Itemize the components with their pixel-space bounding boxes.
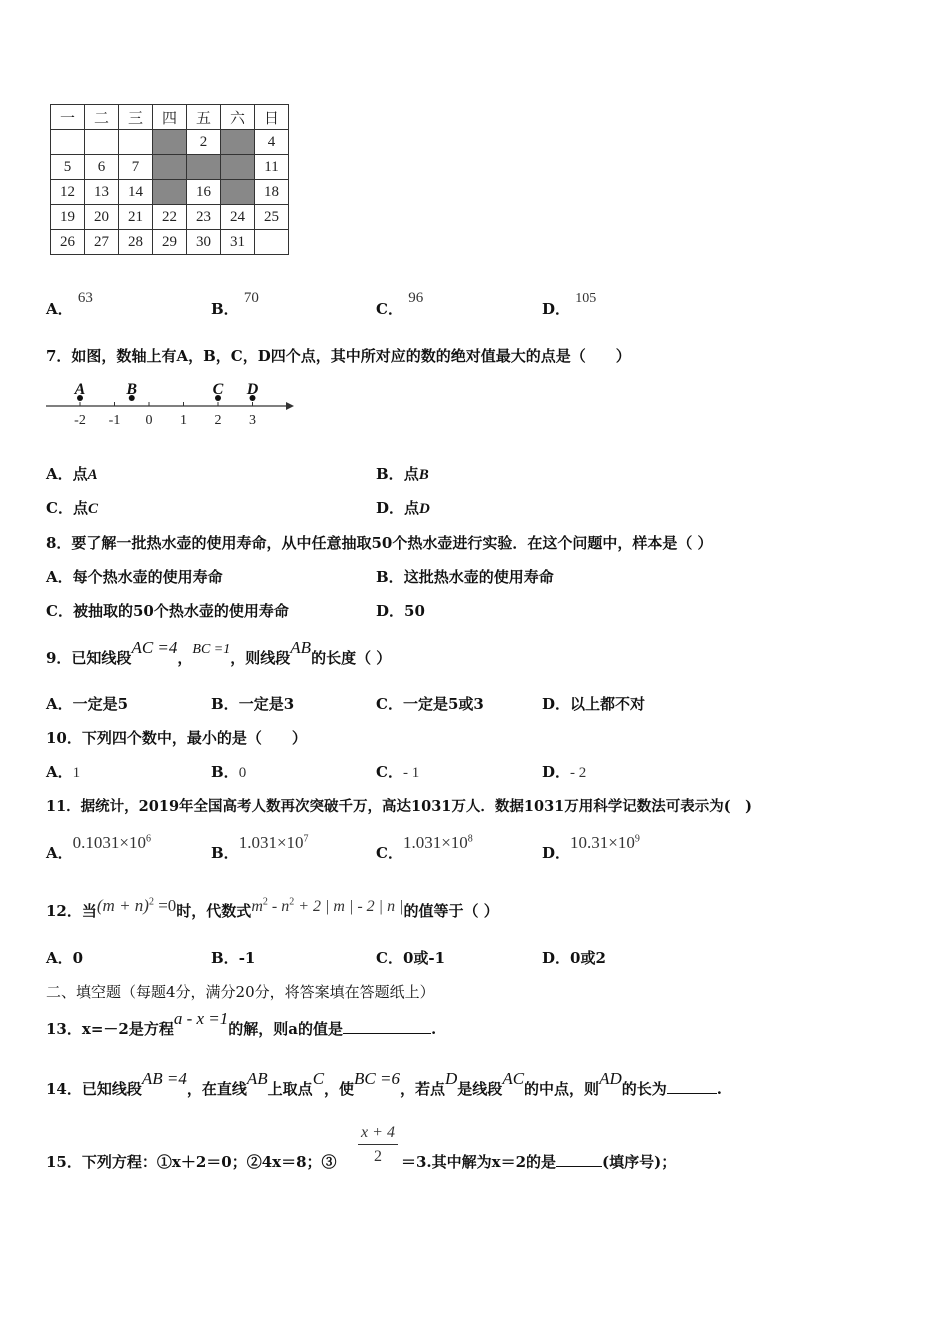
- q9-option-c[interactable]: [376, 693, 484, 714]
- calendar-cell: 6: [85, 155, 119, 180]
- calendar-row: [51, 155, 289, 180]
- stem-text: 是线段: [457, 1080, 503, 1098]
- option-text: 被抽取的50个热水壶的使用寿命: [72, 602, 289, 620]
- q15-stem: [46, 1151, 337, 1172]
- option-value: 105: [575, 291, 597, 306]
- axis-tick-label: 3: [249, 413, 256, 428]
- axis-point-label: D: [246, 381, 259, 398]
- calendar-cell-shaded: [153, 180, 187, 205]
- option-letter: B．: [211, 300, 239, 318]
- option-text: 每个热水壶的使用寿命: [72, 568, 223, 586]
- stem-text: ，: [177, 649, 193, 667]
- q10-option-c[interactable]: [376, 761, 419, 782]
- q14-stem: [46, 1069, 722, 1099]
- option-value: 0: [238, 765, 247, 781]
- axis-point-label: A: [74, 381, 86, 398]
- option-mantissa: 1.031×10: [238, 833, 304, 852]
- calendar-cell: [85, 130, 119, 155]
- option-letter: D．: [542, 300, 571, 318]
- calendar-cell: 30: [187, 230, 221, 255]
- option-exponent: 9: [634, 833, 640, 845]
- calendar-cell-shaded: [153, 155, 187, 180]
- option-text: -1: [238, 949, 256, 967]
- stem-text: ＝3.其中解为x＝2的是: [401, 1153, 557, 1171]
- calendar-cell: 23: [187, 205, 221, 230]
- option-letter: B．: [211, 844, 239, 862]
- answer-blank[interactable]: [556, 1166, 602, 1167]
- option-letter: A．: [46, 465, 73, 483]
- math-exponent: 2: [262, 896, 268, 908]
- q7-option-a[interactable]: [46, 463, 98, 484]
- math-exponent: 2: [289, 896, 295, 908]
- calendar-cell: [51, 130, 85, 155]
- q7-option-b[interactable]: [376, 463, 429, 484]
- option-text: 0或2: [570, 949, 606, 967]
- calendar-header: 三: [119, 105, 153, 130]
- option-value: 63: [77, 290, 93, 306]
- calendar-cell: 28: [119, 230, 153, 255]
- stem-text: (填序号)；: [602, 1153, 677, 1171]
- axis-point-label: C: [212, 381, 224, 398]
- q12-option-d[interactable]: [542, 947, 606, 968]
- answer-blank[interactable]: [667, 1093, 717, 1094]
- axis-point-label: B: [126, 381, 138, 398]
- answer-blank[interactable]: [343, 1033, 431, 1034]
- q6-option-a[interactable]: [46, 290, 93, 319]
- q9-stem: [46, 638, 392, 668]
- stem-text: ，在直线: [186, 1080, 247, 1098]
- option-letter: C．: [376, 695, 403, 713]
- option-letter: B．: [211, 695, 239, 713]
- stem-text: ，则线段: [230, 649, 291, 667]
- calendar-cell: 22: [153, 205, 187, 230]
- math-ab: AB =4: [141, 1069, 187, 1088]
- stem-text: 的长度（ ）: [311, 649, 392, 667]
- math-ac: AC =4: [131, 638, 178, 657]
- math-ab: AB: [246, 1069, 268, 1088]
- calendar-cell: 21: [119, 205, 153, 230]
- q8-stem: 8．要了解一批热水壶的使用寿命，从中任意抽取50个热水壶进行实验．在这个问题中，样本是（ ）: [46, 534, 713, 552]
- q12-option-a[interactable]: [46, 947, 83, 968]
- stem-text: 14．已知线段: [46, 1080, 142, 1098]
- calendar-header: 日: [255, 105, 289, 130]
- option-letter: D．: [542, 695, 571, 713]
- math-equation: a - x =1: [173, 1009, 229, 1028]
- calendar-cell-shaded: [221, 130, 255, 155]
- option-letter: D．: [542, 949, 571, 967]
- calendar-cell: 13: [85, 180, 119, 205]
- math-ad: AD: [599, 1069, 622, 1088]
- calendar-cell-shaded: [221, 180, 255, 205]
- option-text: 点: [72, 499, 88, 517]
- q12-option-c[interactable]: [376, 947, 445, 968]
- option-text: 一定是5或3: [402, 695, 484, 713]
- math-ac: AC: [502, 1069, 525, 1088]
- q6-option-d[interactable]: [542, 291, 597, 319]
- stem-text: 时，代数式: [176, 902, 252, 920]
- option-letter: A．: [46, 844, 73, 862]
- option-letter: D．: [376, 602, 405, 620]
- calendar-cell: 29: [153, 230, 187, 255]
- calendar-cell: 18: [255, 180, 289, 205]
- calendar-row: [51, 205, 289, 230]
- option-letter: B．: [211, 949, 239, 967]
- calendar-header: 六: [221, 105, 255, 130]
- math-bc: BC =1: [192, 642, 231, 657]
- q12-stem: [46, 896, 499, 921]
- stem-text: .: [716, 1080, 722, 1098]
- axis-tick-label: -2: [74, 413, 86, 428]
- calendar-table: [50, 104, 289, 255]
- stem-text: 12．当: [46, 902, 97, 920]
- q9-option-b[interactable]: [211, 693, 294, 714]
- option-text: 点: [72, 465, 88, 483]
- axis-tick-label: -1: [108, 413, 121, 428]
- option-letter: C．: [376, 949, 403, 967]
- option-text: 0或-1: [402, 949, 446, 967]
- calendar-cell-shaded: [221, 155, 255, 180]
- axis-tick-label: 2: [214, 413, 222, 428]
- stem-text: 9．已知线段: [46, 649, 132, 667]
- calendar-header: 二: [85, 105, 119, 130]
- option-text: 50: [404, 602, 425, 620]
- option-letter: B．: [211, 763, 239, 781]
- stem-text: 15．下列方程：①x＋2＝0；②4x＝8；③: [46, 1153, 337, 1171]
- option-mantissa: 10.31×10: [570, 833, 635, 852]
- math-ab: AB: [290, 638, 312, 657]
- q7-number-line: [40, 378, 300, 430]
- calendar-cell: 24: [221, 205, 255, 230]
- math-term: m: [251, 898, 263, 915]
- option-value: 70: [243, 290, 259, 306]
- axis-tick-label: 1: [180, 413, 187, 428]
- option-text: 点: [403, 465, 419, 483]
- q9-option-d[interactable]: [542, 693, 645, 714]
- q11-stem: 11．据统计，2019年全国高考人数再次突破千万，高达1031万人．数据1031万用科学记数法可表示为( ): [46, 798, 752, 815]
- calendar-header: 四: [153, 105, 187, 130]
- option-letter: A．: [46, 300, 73, 318]
- option-letter: C．: [46, 499, 73, 517]
- q10-option-d[interactable]: [542, 761, 586, 782]
- option-var: A: [87, 467, 98, 483]
- option-text: 0: [72, 949, 84, 967]
- option-letter: A．: [46, 763, 73, 781]
- q7-stem: 7．如图，数轴上有A，B，C，D四个点，其中所对应的数的绝对值最大的点是（ ）: [46, 347, 631, 365]
- calendar-cell: 26: [51, 230, 85, 255]
- calendar-cell: 11: [255, 155, 289, 180]
- q9-option-a[interactable]: [46, 693, 128, 714]
- calendar-cell: 25: [255, 205, 289, 230]
- calendar-cell: 20: [85, 205, 119, 230]
- q7-option-d[interactable]: [376, 497, 430, 518]
- calendar-cell: [255, 230, 289, 255]
- calendar-cell: 19: [51, 205, 85, 230]
- option-text: 这批热水壶的使用寿命: [403, 568, 554, 586]
- q7-option-c[interactable]: [46, 497, 98, 518]
- option-mantissa: 0.1031×10: [72, 833, 146, 852]
- option-letter: C．: [46, 602, 73, 620]
- option-letter: C．: [376, 300, 403, 318]
- math-exponent: 2: [148, 896, 154, 908]
- calendar-header: 五: [187, 105, 221, 130]
- option-letter: A．: [46, 949, 73, 967]
- calendar-header-row: [51, 105, 289, 130]
- option-var: C: [87, 501, 98, 517]
- section-title: 二、填空题（每题4分，满分20分，将答案填在答题纸上）: [46, 983, 435, 1001]
- calendar-cell: 14: [119, 180, 153, 205]
- option-mantissa: 1.031×10: [402, 833, 468, 852]
- calendar-header: 一: [51, 105, 85, 130]
- q6-option-b[interactable]: [211, 290, 259, 319]
- q13-stem: [46, 1009, 437, 1039]
- calendar-cell: 5: [51, 155, 85, 180]
- option-letter: D．: [542, 844, 571, 862]
- q12-option-b[interactable]: [211, 947, 255, 968]
- q11-option-d[interactable]: [542, 833, 640, 863]
- calendar-cell: 2: [187, 130, 221, 155]
- q10-option-b[interactable]: [211, 761, 246, 782]
- fraction: [358, 1124, 398, 1166]
- q10-option-a[interactable]: [46, 761, 80, 782]
- math-bc: BC =6: [354, 1069, 400, 1088]
- option-letter: A．: [46, 695, 73, 713]
- calendar-cell: 7: [119, 155, 153, 180]
- option-value: 96: [408, 290, 424, 306]
- option-value: 1: [72, 765, 81, 781]
- option-text: 以上都不对: [570, 695, 646, 713]
- q11-option-b[interactable]: [211, 833, 309, 863]
- calendar-cell-shaded: [187, 155, 221, 180]
- option-var: D: [419, 501, 430, 517]
- option-var: B: [418, 467, 429, 483]
- calendar-cell: 31: [221, 230, 255, 255]
- calendar-cell-shaded: [153, 130, 187, 155]
- calendar-cell: [119, 130, 153, 155]
- q11-option-a[interactable]: [46, 833, 151, 863]
- option-text: 一定是5: [72, 695, 129, 713]
- math-condition: (m + n): [96, 896, 149, 915]
- option-value: - 2: [570, 765, 587, 781]
- math-term: + 2 | m | - 2 | n |: [294, 898, 404, 915]
- axis-tick-label: 0: [145, 413, 153, 428]
- option-exponent: 6: [145, 833, 151, 845]
- q8-option-d[interactable]: [376, 600, 425, 621]
- stem-text: 的值等于（ ）: [403, 902, 499, 920]
- q11-option-c[interactable]: [376, 833, 473, 863]
- calendar-row: [51, 130, 289, 155]
- stem-text: 的长为: [621, 1080, 667, 1098]
- math-condition-rhs: =0: [153, 896, 177, 915]
- option-letter: D．: [542, 763, 571, 781]
- calendar-cell: 16: [187, 180, 221, 205]
- stem-text: 的中点，则: [524, 1080, 600, 1098]
- option-letter: A．: [46, 568, 73, 586]
- q6-option-c[interactable]: [376, 290, 424, 319]
- option-letter: D．: [376, 499, 405, 517]
- calendar-row: [51, 230, 289, 255]
- calendar-cell: 12: [51, 180, 85, 205]
- calendar-cell: 4: [255, 130, 289, 155]
- option-letter: B．: [376, 568, 404, 586]
- math-term: - n: [267, 898, 290, 915]
- calendar-cell: 27: [85, 230, 119, 255]
- stem-text: 上取点: [267, 1080, 313, 1098]
- q8-option-a[interactable]: [46, 566, 223, 587]
- fraction-denominator: 2: [374, 1148, 382, 1165]
- option-text: 一定是3: [238, 695, 295, 713]
- q15-stem-end: [401, 1151, 676, 1172]
- q8-option-c[interactable]: [46, 600, 289, 621]
- calendar-row: [51, 180, 289, 205]
- option-letter: B．: [376, 465, 404, 483]
- q8-option-b[interactable]: [376, 566, 554, 587]
- math-d: D: [445, 1069, 458, 1088]
- option-text: 点: [404, 499, 420, 517]
- stem-text: 13．x=－2是方程: [46, 1020, 174, 1038]
- stem-text: .: [431, 1020, 437, 1038]
- axis-arrow-icon: [286, 402, 294, 410]
- math-c: C: [312, 1069, 325, 1088]
- option-value: - 1: [402, 765, 420, 781]
- stem-text: 的解，则a的值是: [228, 1020, 343, 1038]
- stem-text: ，若点: [400, 1080, 446, 1098]
- option-letter: C．: [376, 763, 403, 781]
- option-exponent: 7: [303, 833, 309, 845]
- q10-stem: 10．下列四个数中，最小的是（ ）: [46, 729, 307, 747]
- stem-text: ，使: [324, 1080, 355, 1098]
- option-exponent: 8: [467, 833, 473, 845]
- option-letter: C．: [376, 844, 403, 862]
- fraction-numerator: x + 4: [358, 1124, 398, 1145]
